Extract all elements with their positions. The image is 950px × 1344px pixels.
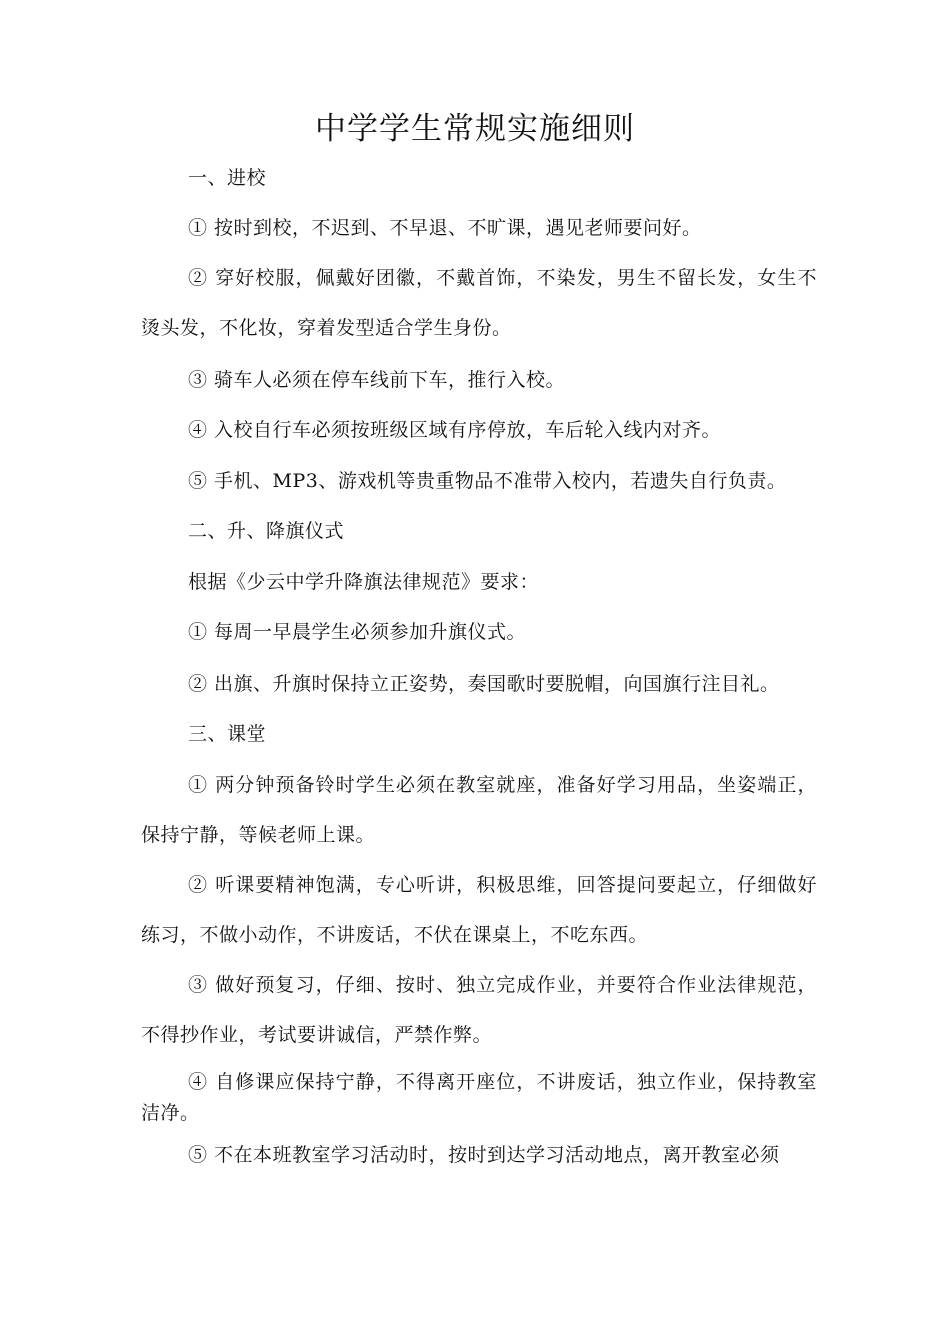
rule-item: ② 出旗、升旗时保持立正姿势，奏国歌时要脱帽，向国旗行注目礼。 [188,673,780,695]
rule-item: ① 两分钟预备铃时学生必须在教室就座，准备好学习用品，坐姿端正，保持宁静，等候老师上课。 [141,774,817,846]
section-heading-flag-ceremony: 二、升、降旗仪式 [188,520,345,542]
document-title: 中学学生常规实施细则 [315,111,635,147]
rule-item: ② 听课要精神饱满，专心听讲，积极思维，回答提问要起立，仔细做好练习，不做小动作，不讲废话，不伏在课桌上，不吃东西。 [141,874,817,946]
rule-item: ④ 自修课应保持宁静，不得离开座位，不讲废话，独立作业，保持教室洁净。 [141,1071,817,1124]
rule-item: ⑤ 不在本班教室学习活动时，按时到达学习活动地点，离开教室必须 [188,1144,780,1166]
rule-item: ① 每周一早晨学生必须参加升旗仪式。 [188,621,527,643]
rule-item: ② 穿好校服，佩戴好团徽，不戴首饰，不染发，男生不留长发，女生不烫头发，不化妆，穿着发型适合学生身份。 [141,267,817,339]
rule-item: ⑤ 手机、MP3、游戏机等贵重物品不准带入校内，若遗失自行负责。 [188,470,787,492]
rule-item: ③ 骑车人必须在停车线前下车，推行入校。 [188,369,566,391]
rule-item: ④ 入校自行车必须按班级区域有序停放，车后轮入线内对齐。 [188,419,722,441]
rule-item: ③ 做好预复习，仔细、按时、独立完成作业，并要符合作业法律规范，不得抄作业，考试要讲诚信，严禁作弊。 [141,974,817,1046]
section-intro: 根据《少云中学升降旗法律规范》要求： [188,571,540,593]
section-heading-classroom: 三、课堂 [188,723,267,745]
rule-item: ① 按时到校，不迟到、不早退、不旷课，遇见老师要问好。 [188,217,702,239]
section-heading-entering-school: 一、进校 [188,167,267,189]
